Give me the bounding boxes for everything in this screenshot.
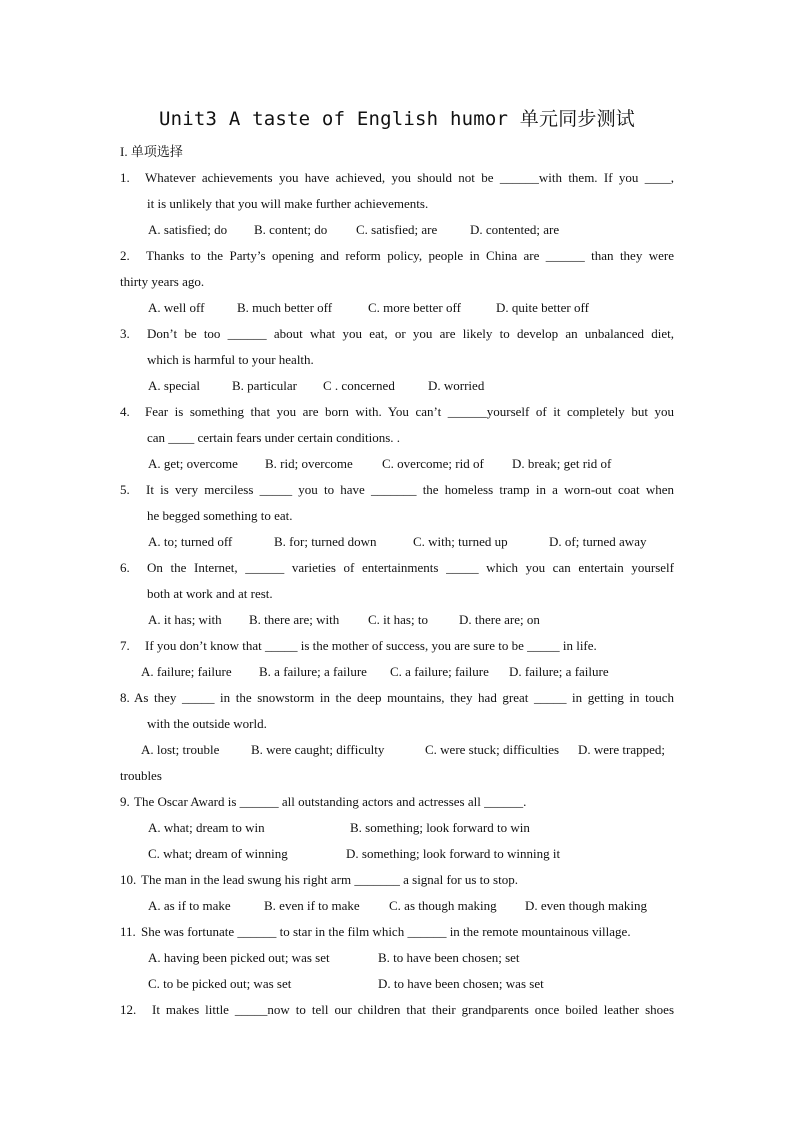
question-number: 6. <box>120 560 130 575</box>
option-a: A. lost; trouble <box>141 742 220 757</box>
question-number: 7. <box>120 638 130 653</box>
question-text: Thanks to the Party’s opening and reform policy, people in China are ______ than they were <box>146 248 674 263</box>
question-number: 10. <box>120 872 137 887</box>
option-b: B. something; look forward to win <box>350 820 530 835</box>
option-d: D. break; get rid of <box>512 456 612 471</box>
question-text: On the Internet, ______ varieties of entertainments _____ which you can entertain yourself <box>147 560 674 575</box>
question-number: 2. <box>120 248 130 263</box>
question-text: he begged something to eat. <box>147 508 293 523</box>
question-text: It makes little _____now to tell our children that their grandparents once boiled leather shoes <box>152 1002 674 1017</box>
question-text: Fear is something that you are born with. You can’t ______yourself of it completely but you <box>145 404 674 419</box>
option-a: A. as if to make <box>148 898 231 913</box>
question-number: 1. <box>120 170 130 185</box>
option-b: B. to have been chosen; set <box>378 950 520 965</box>
question-text: It is very merciless _____ you to have _______ the homeless tramp in a worn-out coat when <box>146 482 674 497</box>
option-a: A. what; dream to win <box>148 820 265 835</box>
page-title: Unit3 A taste of English humor 单元同步测试 <box>158 108 635 130</box>
option-c: C. it has; to <box>368 612 428 627</box>
option-c: C. were stuck; difficulties <box>425 742 560 757</box>
option-b: B. particular <box>232 378 297 393</box>
question-number: 5. <box>120 482 130 497</box>
option-a: A. having been picked out; was set <box>148 950 330 965</box>
option-b: B. for; turned down <box>274 534 377 549</box>
option-b: B. a failure; a failure <box>259 664 367 679</box>
question-number: 11. <box>120 924 136 939</box>
option-a: A. failure; failure <box>141 664 232 679</box>
option-a: A. special <box>148 378 200 393</box>
option-c: C. with; turned up <box>413 534 508 549</box>
question-text: it is unlikely that you will make further achievements. <box>147 196 429 211</box>
question-number: 4. <box>120 404 130 419</box>
option-d-continued: troubles <box>120 768 162 783</box>
question-text: thirty years ago. <box>120 274 205 289</box>
option-d: D. there are; on <box>459 612 540 627</box>
option-c: C. what; dream of winning <box>148 846 288 861</box>
question-number: 12. <box>120 1002 137 1017</box>
question-number: 3. <box>120 326 130 341</box>
option-c: C. to be picked out; was set <box>148 976 292 991</box>
option-d: D. even though making <box>525 898 648 913</box>
question-text: The Oscar Award is ______ all outstanding actors and actresses all ______. <box>134 794 527 809</box>
option-a: A. get; overcome <box>148 456 238 471</box>
question-text: She was fortunate ______ to star in the film which ______ in the remote mountainous village. <box>141 924 631 939</box>
option-d: D. to have been chosen; was set <box>378 976 544 991</box>
option-a: A. it has; with <box>148 612 222 627</box>
question-text: If you don’t know that _____ is the mother of success, you are sure to be _____ in life. <box>145 638 597 653</box>
option-b: B. rid; overcome <box>265 456 353 471</box>
option-d: D. of; turned away <box>549 534 647 549</box>
option-c: C. as though making <box>389 898 497 913</box>
option-c: C . concerned <box>323 378 395 393</box>
option-d: D. quite better off <box>496 300 589 315</box>
question-text: can ____ certain fears under certain conditions. . <box>147 430 401 445</box>
option-b: B. content; do <box>254 222 328 237</box>
question-text: The man in the lead swung his right arm _______ a signal for us to stop. <box>141 872 518 887</box>
question-text: with the outside world. <box>147 716 267 731</box>
section-heading: I. 单项选择 <box>120 144 183 159</box>
option-d: D. contented; are <box>470 222 560 237</box>
question-text: As they _____ in the snowstorm in the deep mountains, they had great _____ in getting in touch <box>134 690 674 705</box>
option-c: C. satisfied; are <box>356 222 438 237</box>
option-c: C. overcome; rid of <box>382 456 484 471</box>
option-b: B. even if to make <box>264 898 360 913</box>
option-a: A. satisfied; do <box>148 222 228 237</box>
option-a: A. well off <box>148 300 205 315</box>
option-b: B. much better off <box>237 300 333 315</box>
option-c: C. more better off <box>368 300 461 315</box>
question-number: 8. <box>120 690 130 705</box>
option-a: A. to; turned off <box>148 534 233 549</box>
question-number: 9. <box>120 794 130 809</box>
question-text: Whatever achievements you have achieved, you should not be ______with them. If you ____, <box>145 170 674 185</box>
question-text: which is harmful to your health. <box>147 352 314 367</box>
option-b: B. were caught; difficulty <box>251 742 385 757</box>
option-b: B. there are; with <box>249 612 340 627</box>
question-text: Don’t be too ______ about what you eat, or you are likely to develop an unbalanced diet, <box>147 326 674 341</box>
option-d: D. worried <box>428 378 485 393</box>
option-c: C. a failure; failure <box>390 664 489 679</box>
option-d: D. failure; a failure <box>509 664 609 679</box>
option-d: D. were trapped; <box>578 742 665 757</box>
option-d: D. something; look forward to winning it <box>346 846 561 861</box>
question-text: both at work and at rest. <box>147 586 273 601</box>
